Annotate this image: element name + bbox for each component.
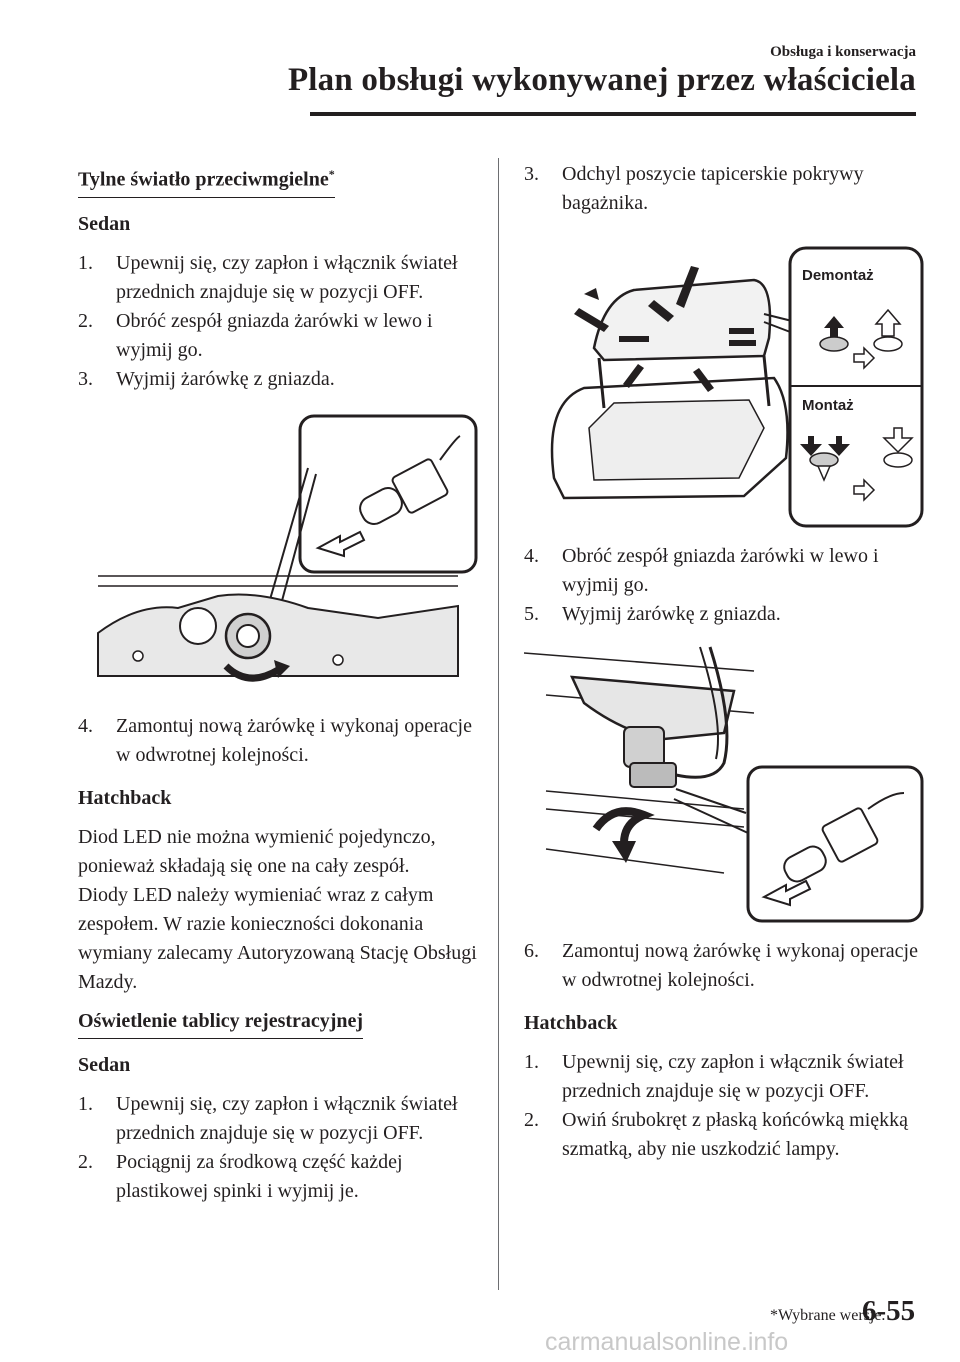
license-final-steps [524, 937, 924, 995]
step-item: 2. Obróć zespół gniazda żarówki w lewo i wyjmij go. [78, 309, 433, 361]
page-title: Plan obsługi wykonywanej przez właściciela [287, 62, 916, 98]
running-section-title: Obsługa i konserwacja [770, 44, 916, 60]
step-item: 6. Zamontuj nową żarówkę i wykonaj operacje w odwrotnej kolejności. [524, 940, 918, 991]
hatchback-license-steps [524, 1048, 924, 1164]
step-item: 2. Owiń śrubokręt z płaską końcówką miękką szmatką, aby nie uszkodzić lampy. [524, 1109, 909, 1160]
hatchback-label: Hatchback [78, 786, 172, 809]
sedan-label: Sedan [78, 212, 131, 235]
trunk-trim-illustration [524, 228, 924, 528]
step-item: 2. Pociągnij za środkową część każdej plastikowej spinki i wyjmij je. [78, 1150, 403, 1202]
rear-fog-bulb-illustration [78, 408, 478, 698]
license-steps [78, 1090, 478, 1206]
hatchback-label: Hatchback [524, 1012, 618, 1034]
column-divider [498, 158, 499, 1290]
step-item: 4. Obróć zespół gniazda żarówki w lewo i wyjmij go. [524, 545, 879, 596]
removal-label: Demontaż [802, 267, 874, 284]
step-item: 3. Wyjmij żarówkę z gniazda. [78, 367, 335, 390]
watermark: carmanualsonline.info [545, 1328, 789, 1356]
optional-mark: * [328, 167, 335, 181]
step-item: 1. Upewnij się, czy zapłon i włącznik świateł przednich znajduje się w pozycji OFF. [78, 1092, 458, 1144]
step-item: 5. Wyjmij żarówkę z gniazda. [524, 603, 781, 625]
license-bulb-steps [524, 542, 924, 629]
sedan-label: Sedan [78, 1053, 131, 1076]
rear-fog-final-steps [78, 712, 478, 770]
license-bulb-illustration [524, 643, 924, 923]
step-item: 3. Odchyl poszycie tapicerskie pokrywy bagażnika. [524, 163, 864, 214]
step-item: 4. Zamontuj nową żarówkę i wykonaj operacje w odwrotnej kolejności. [78, 714, 472, 766]
header-rule [310, 112, 916, 116]
right-column [524, 160, 924, 1178]
step-item: 1. Upewnij się, czy zapłon i włącznik świateł przednich znajduje się w pozycji OFF. [524, 1051, 904, 1102]
rear-fog-steps [78, 249, 478, 394]
rear-fog-heading: Tylne światło przeciwmgielne* [78, 160, 335, 198]
left-column [78, 160, 478, 1220]
page-number: 6-55 [862, 1295, 916, 1327]
hatchback-paragraph: Diod LED nie można wymienić pojedynczo, ponieważ składają się one na cały zespół. [78, 825, 436, 877]
hatchback-paragraph: Diody LED należy wymieniać wraz z całym zespołem. W razie konieczności dokonania wymiany zalecamy Autoryzowaną Stację Obsługi Mazdy. [78, 883, 477, 993]
footnote: *Wybrane wersje. [770, 1307, 886, 1324]
trunk-steps [524, 160, 924, 218]
license-light-heading: Oświetlenie tablicy rejestracyjnej [78, 1007, 363, 1039]
step-item: 1. Upewnij się, czy zapłon i włącznik świateł przednich znajduje się w pozycji OFF. [78, 251, 458, 303]
install-label: Montaż [802, 397, 854, 414]
